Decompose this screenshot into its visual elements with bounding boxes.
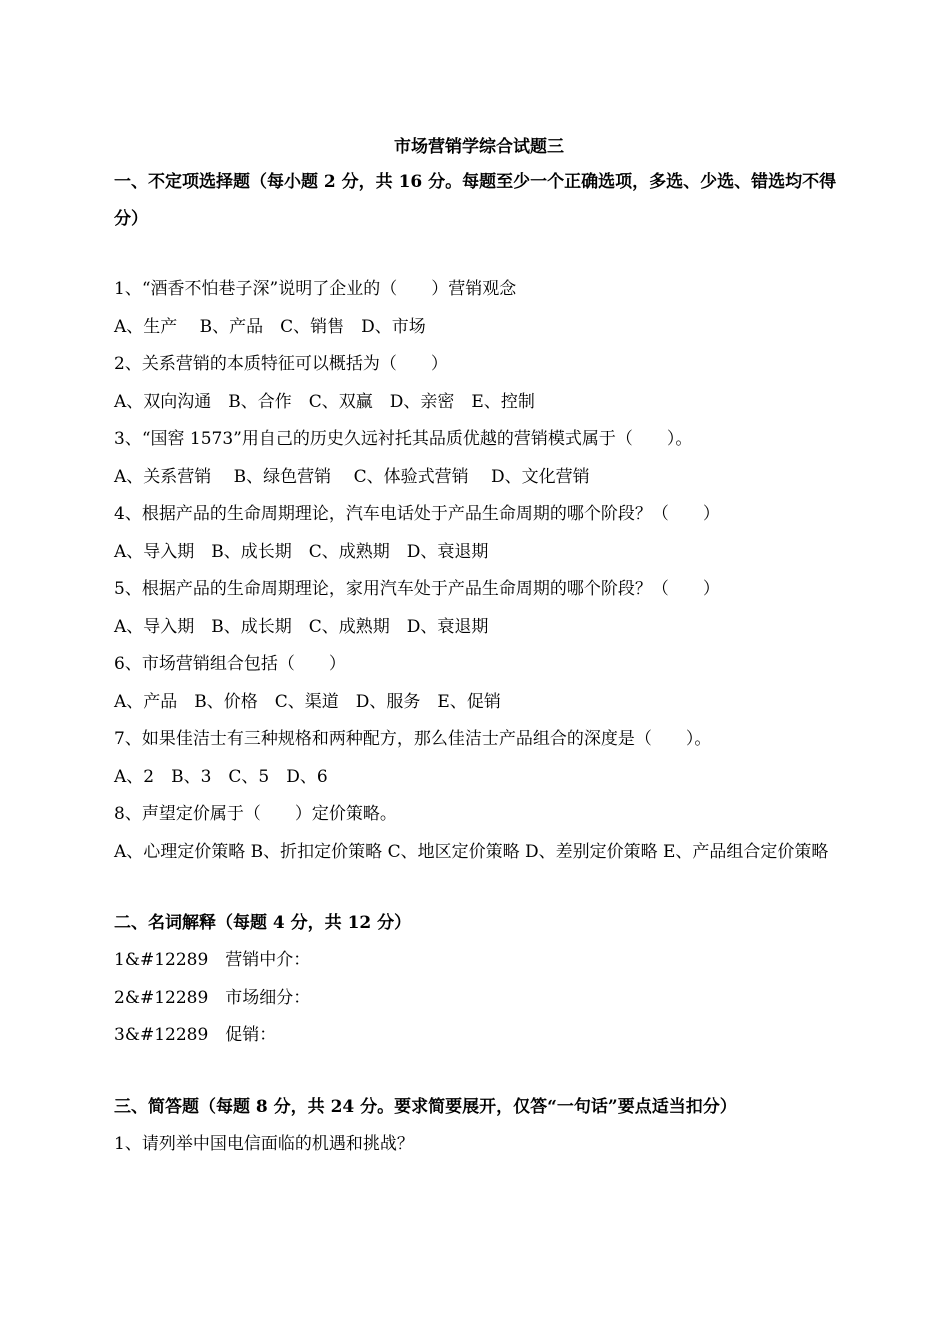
question-5: 5、根据产品的生命周期理论，家用汽车处于产品生命周期的哪个阶段？（ ）: [114, 579, 720, 599]
section-1-heading: 一、不定项选择题（每小题 2 分，共 16 分。每题至少一个正确选项，多选、少选、错选均不得分）: [114, 172, 837, 229]
question-3-options: A、关系营销 B、绿色营销 C、体验式营销 D、文化营销: [114, 466, 590, 487]
question-4-options: A、导入期 B、成长期 C、成熟期 D、衰退期: [114, 541, 489, 562]
question-5-options: A、导入期 B、成长期 C、成熟期 D、衰退期: [114, 616, 489, 637]
question-8-options: A、心理定价策略 B、折扣定价策略 C、地区定价策略 D、差别定价策略 E、产品组合定价策略: [114, 841, 829, 862]
question-6-options: A、产品 B、价格 C、渠道 D、服务 E、促销: [114, 691, 501, 712]
term-2: 2&#12289 市场细分：: [114, 987, 311, 1008]
question-8: 8、声望定价属于（ ）定价策略。: [114, 804, 397, 824]
question-2: 2、关系营销的本质特征可以概括为（ ）: [114, 354, 448, 374]
question-2-options: A、双向沟通 B、合作 C、双赢 D、亲密 E、控制: [114, 391, 535, 412]
short-answer-1: 1、请列举中国电信面临的机遇和挑战？: [114, 1133, 414, 1154]
question-1-options: A、生产 B、产品 C、销售 D、市场: [114, 316, 426, 337]
spacer: [114, 238, 844, 271]
spacer: [114, 871, 844, 905]
section-3-heading: 三、简答题（每题 8 分，共 24 分。要求简要展开，仅答“一句话”要点适当扣分）: [114, 1096, 737, 1117]
spacer: [114, 1055, 844, 1089]
question-3: 3、“国窖 1573”用自己的历史久远衬托其品质优越的营销模式属于（ ）。: [114, 429, 693, 449]
question-4: 4、根据产品的生命周期理论，汽车电话处于产品生命周期的哪个阶段？（ ）: [114, 504, 720, 524]
question-1: 1、“酒香不怕巷子深”说明了企业的（ ）营销观念: [114, 279, 517, 299]
question-6: 6、市场营销组合包括（ ）: [114, 654, 346, 674]
term-3: 3&#12289 促销：: [114, 1025, 277, 1045]
term-1: 1&#12289 营销中介：: [114, 950, 311, 970]
section-2-heading: 二、名词解释（每题 4 分，共 12 分）: [114, 913, 412, 933]
question-7-options: A、2 B、3 C、5 D、6: [114, 766, 328, 787]
question-7: 7、如果佳洁士有三种规格和两种配方，那么佳洁士产品组合的深度是（ ）。: [114, 729, 712, 749]
document-title: 市场营销学综合试题三: [394, 137, 564, 157]
document-page: [114, 130, 844, 1163]
